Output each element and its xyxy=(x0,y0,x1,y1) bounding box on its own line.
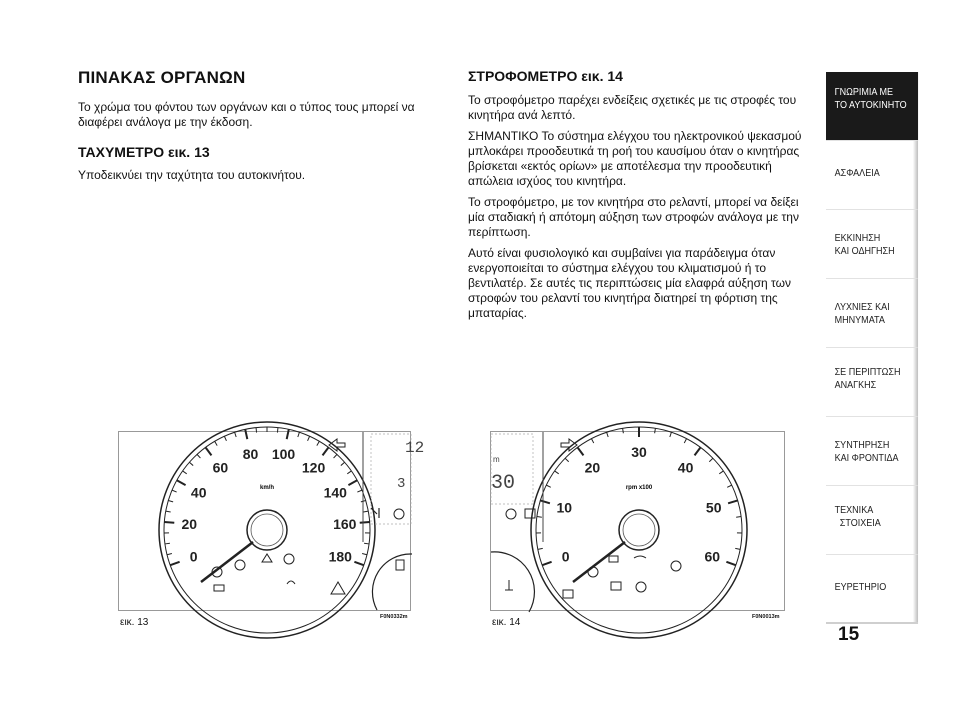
coolant-gauge-arc xyxy=(491,552,534,612)
dial-tick-label: 100 xyxy=(271,445,296,462)
minor-tick xyxy=(709,458,713,461)
minor-tick xyxy=(172,490,177,492)
tab-label: ΣΥΝΤΗΡΗΣΗ xyxy=(834,439,890,451)
seat-belt-warning-icon xyxy=(371,508,379,518)
tab-label: ΚΑΙ ΦΡΟΝΤΙΔΑ xyxy=(834,452,899,464)
fig14-caption: εικ. 14 xyxy=(492,617,521,628)
major-tick xyxy=(205,447,211,455)
tab-maintenance[interactable] xyxy=(826,417,918,486)
minor-tick xyxy=(555,471,559,474)
minor-tick xyxy=(183,471,187,474)
minor-tick xyxy=(256,428,257,433)
minor-tick xyxy=(727,485,732,487)
speedometer-heading: ΤΑΧΥΜΕΤΡΟ εικ. 13 xyxy=(78,144,210,160)
warning-triangle-icon xyxy=(331,582,345,594)
minor-tick xyxy=(363,511,368,512)
major-tick xyxy=(177,480,186,485)
door-icon xyxy=(611,582,621,590)
right-column xyxy=(468,68,813,327)
speedometer-figure xyxy=(118,431,425,611)
tachometer-figure xyxy=(490,431,785,611)
tab-technical-data[interactable] xyxy=(826,486,918,555)
tab-emergency[interactable] xyxy=(826,348,918,417)
speed-needle xyxy=(201,542,253,582)
dial-tick-label: 60 xyxy=(212,459,229,476)
intro-paragraph: Το χρώμα του φόντου των οργάνων και ο τύπος τους μπορεί να διαφέρει ανάλογα με την έκδοση. xyxy=(78,100,415,129)
battery-icon xyxy=(609,556,618,562)
minor-tick xyxy=(341,462,345,465)
minor-tick xyxy=(623,428,624,433)
tachometer-svg xyxy=(491,432,786,612)
dial-tick-label: 40 xyxy=(677,459,694,476)
major-tick xyxy=(540,500,550,503)
minor-tick xyxy=(167,554,172,555)
minor-tick xyxy=(235,432,237,437)
minor-tick xyxy=(537,517,542,518)
left-column xyxy=(78,68,440,189)
tab-label: ΕΥΡΕΤΗΡΙΟ xyxy=(834,581,887,593)
fuel-gauge-arc xyxy=(372,554,412,610)
tab-label: ΣΤΟΙΧΕΙΑ xyxy=(839,517,881,529)
minor-tick xyxy=(735,548,740,549)
minor-tick xyxy=(298,432,300,437)
tachometer-heading: ΣΤΡΟΦΟΜΕΤΡΟ εικ. 14 xyxy=(468,68,623,84)
tachometer-paragraph-4: Αυτό είναι φυσιολογικό και συμβαίνει για παράδειγμα όταν ενεργοποιείται το σύστημα ελέγχου του κλιματισμού ή το βεντιλατέρ. Σε αυτές τις περιπτώσεις μία ελαφρά αύξηση των στροφών του ρελαντί του κινητήρα διατηρεί τη φόρτιση της μπαταρίας. xyxy=(468,246,791,320)
dial-tick-label: 140 xyxy=(323,484,347,501)
major-tick xyxy=(542,562,551,565)
major-tick xyxy=(287,429,289,439)
tachometer-paragraph-3: Το στροφόμετρο, με τον κινητήρα στο ρελαντί, μπορεί να δείξει μία σταδιακή ή απότομη αύξηση των στροφών ανάλογα με την περίπτωση. xyxy=(468,195,799,239)
tab-label: ΛΥΧΝΙΕΣ ΚΑΙ xyxy=(834,301,890,313)
oil-pressure-icon xyxy=(634,556,646,558)
dial-tick-label: 0 xyxy=(189,548,198,565)
minor-tick xyxy=(655,428,656,433)
tab-getting-to-know[interactable] xyxy=(826,72,918,141)
minor-tick xyxy=(277,428,278,433)
minor-tick xyxy=(546,485,551,487)
minor-tick xyxy=(684,439,686,443)
major-tick xyxy=(245,429,247,439)
major-tick xyxy=(323,447,329,455)
tachometer-paragraph-1: Το στροφόμετρο παρέχει ενδείξεις σχετικές με τις στροφές του κινητήρα ανά λεπτό. xyxy=(468,93,797,122)
dial-tick-label: 30 xyxy=(631,444,647,460)
major-tick xyxy=(348,480,357,485)
minor-tick xyxy=(736,517,741,518)
minor-tick xyxy=(317,441,320,445)
door-open-icon xyxy=(214,585,224,591)
tab-label: ΑΣΦΑΛΕΙΑ xyxy=(834,167,880,179)
tab-label: ΤΕΧΝΙΚΑ xyxy=(834,504,874,516)
tab-label: ΣΕ ΠΕΡΙΠΤΩΣΗ xyxy=(834,366,901,378)
minor-tick xyxy=(166,511,171,512)
glow-plug-icon xyxy=(588,567,598,577)
dial-tick-label: 60 xyxy=(704,548,721,565)
dial-tick-label: 20 xyxy=(584,459,601,476)
display-digits: 30 xyxy=(491,472,516,495)
tab-label: ΑΝΑΓΚΗΣ xyxy=(834,379,877,391)
major-tick xyxy=(170,562,179,565)
tab-starting-driving[interactable] xyxy=(826,210,918,279)
dial-tick-label: 0 xyxy=(561,548,570,565)
hazard-triangle-icon xyxy=(262,554,272,562)
display-message-icon xyxy=(563,590,573,598)
minor-tick xyxy=(364,543,369,544)
chapter-tabs xyxy=(826,72,918,624)
minor-tick xyxy=(670,432,672,437)
brake-icon xyxy=(636,582,646,592)
minor-tick xyxy=(197,454,200,458)
major-tick xyxy=(354,562,363,565)
tab-index[interactable] xyxy=(826,555,918,624)
engine-check-icon xyxy=(671,561,681,571)
dial-tick-label: 40 xyxy=(190,484,207,501)
tab-label: ΜΗΝΥΜΑΤΑ xyxy=(834,314,885,326)
minor-tick xyxy=(334,454,337,458)
minor-tick xyxy=(362,554,367,555)
dial-tick-label: 20 xyxy=(181,515,198,532)
dial-tick-label: 180 xyxy=(328,548,352,565)
display-unit: m xyxy=(493,455,500,464)
speed-unit-label: km/h xyxy=(259,485,275,491)
page-title: ΠΙΝΑΚΑΣ ΟΡΓΑΝΩΝ xyxy=(78,68,246,87)
minor-tick xyxy=(565,458,569,461)
major-tick xyxy=(695,447,701,455)
minor-tick xyxy=(165,543,170,544)
tab-label: ΚΑΙ ΟΔΗΓΗΣΗ xyxy=(834,245,895,257)
minor-tick xyxy=(538,548,543,549)
minor-tick xyxy=(224,436,226,441)
major-tick xyxy=(164,522,174,523)
light-icon xyxy=(506,509,516,519)
major-tick xyxy=(360,522,370,523)
minor-tick xyxy=(607,432,609,437)
minor-tick xyxy=(189,462,193,465)
dial-tick-label: 120 xyxy=(301,459,326,476)
speedometer-svg xyxy=(119,432,425,612)
tab-label: ΤΟ ΑΥΤΟΚΙΝΗΤΟ xyxy=(834,99,907,111)
major-tick xyxy=(726,562,735,565)
dial-tick-label: 10 xyxy=(556,499,573,516)
fig13-caption: εικ. 13 xyxy=(120,617,149,628)
dial-tick-label: 80 xyxy=(242,445,259,462)
display-digit-top: 12 xyxy=(405,439,425,457)
fuel-pump-icon xyxy=(396,560,404,570)
minor-tick xyxy=(591,439,593,443)
tab-label: ΕΚΚΙΝΗΣΗ xyxy=(834,232,881,244)
tachometer-paragraph-2: ΣΗΜΑΝΤΙΚΟ Το σύστημα ελέγχου του ηλεκτρονικού ψεκασμού μπλοκάρει προοδευτικά τη ροή του καυσίμου όταν ο κινητήρας βρίσκεται «εκτός ορίων» με αποτέλεσμα την προοδευτική απώλεια ισχύος του κινητήρα. xyxy=(468,129,802,188)
minor-tick xyxy=(168,500,173,501)
seatbelt-icon xyxy=(287,581,295,584)
minor-tick xyxy=(308,436,310,441)
tab-safety[interactable] xyxy=(826,141,918,210)
major-tick xyxy=(577,447,583,455)
fog-light-icon xyxy=(394,509,404,519)
fig13-code: F0N0332m xyxy=(380,614,408,620)
steering-wheel-icon xyxy=(284,554,294,564)
abs-warning-icon xyxy=(235,560,245,570)
tab-label: ΓΝΩΡΙΜΙΑ ΜΕ xyxy=(834,86,893,98)
major-tick xyxy=(728,500,738,503)
fig14-code: F0N0013m xyxy=(752,614,780,620)
coolant-temp-icon xyxy=(505,580,513,590)
minor-tick xyxy=(357,490,362,492)
tab-warning-lights[interactable] xyxy=(826,279,918,348)
speedometer-text: Υποδεικνύει την ταχύτητα του αυτοκινήτου. xyxy=(78,168,306,182)
minor-tick xyxy=(215,441,218,445)
dial-tick-label: 160 xyxy=(333,515,357,532)
dial-tick-label: 50 xyxy=(705,499,722,516)
minor-tick xyxy=(719,471,723,474)
display-digit-mid: 3 xyxy=(397,476,406,492)
rpm-unit-label: rpm x100 xyxy=(625,485,653,491)
minor-tick xyxy=(347,471,351,474)
page-number: 15 xyxy=(838,624,860,645)
